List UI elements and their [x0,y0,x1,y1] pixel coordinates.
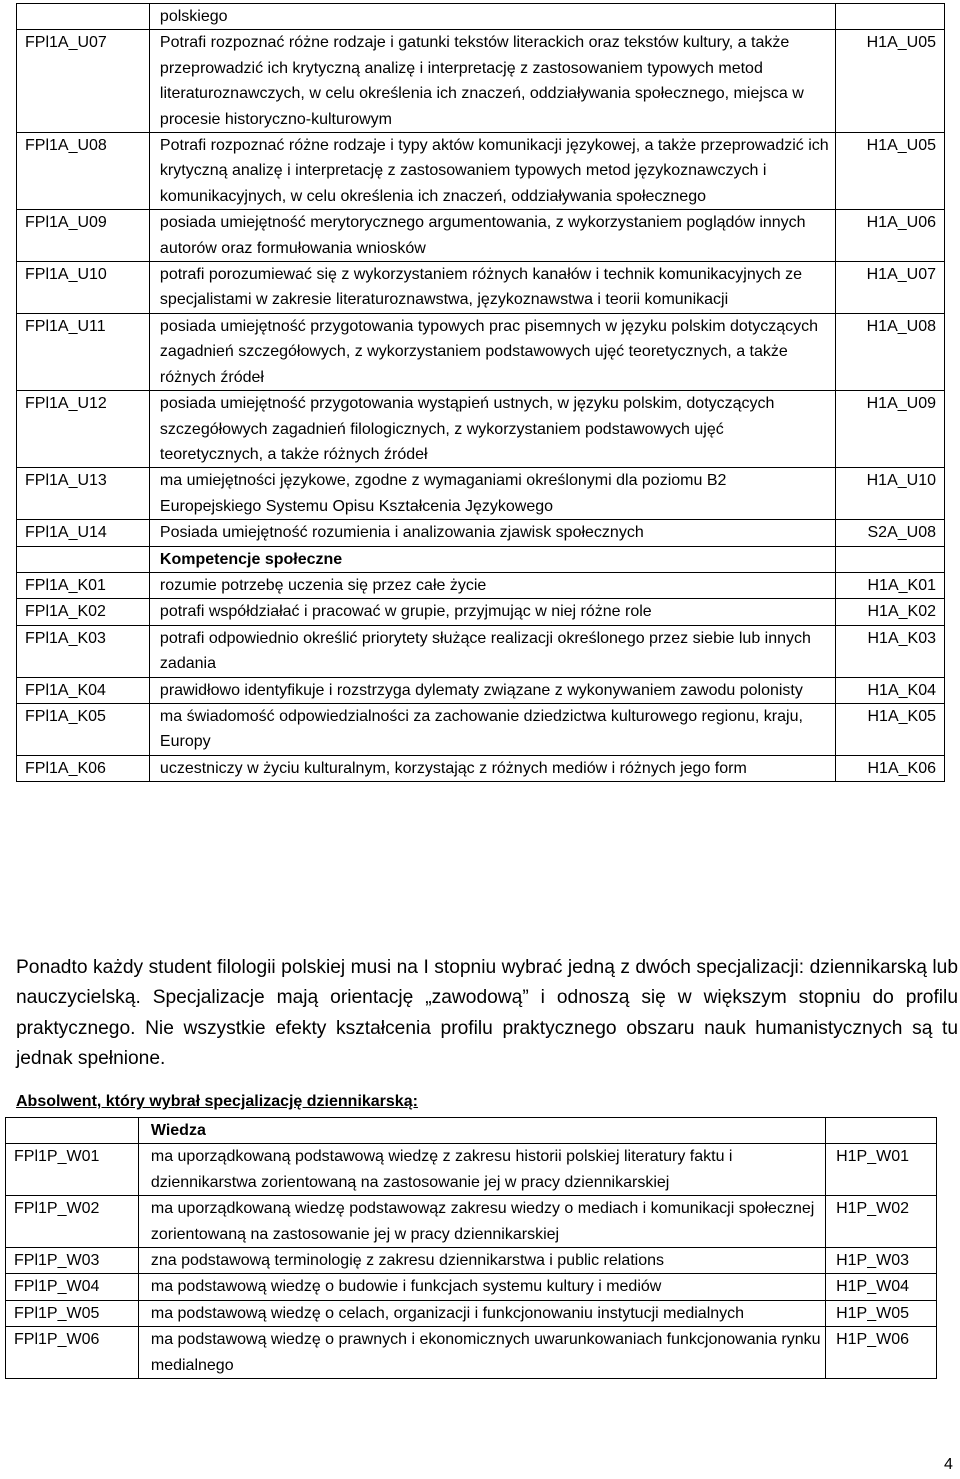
outcome-description: potrafi porozumiewać się z wykorzystaniem różnych kanałów i technik komunikacyjnych ze specjalistami w zakresie literaturoznawstwa, językoznawstwa i teorii komunikacji [149,262,835,314]
table-row [17,755,945,781]
outcome-description: uczestniczy w życiu kulturalnym, korzystając z różnych mediów i różnych jego form [149,755,835,781]
reference-code: H1A_K04 [836,677,945,703]
table-row [17,133,945,210]
outcome-code: FPl1P_W01 [6,1144,139,1196]
reference-code: H1P_W03 [826,1248,937,1274]
table-row [17,677,945,703]
table-row [6,1248,937,1274]
reference-code: H1A_U06 [836,210,945,262]
reference-code: H1P_W02 [826,1196,937,1248]
table-row [17,520,945,546]
outcome-code: FPl1A_K05 [17,703,150,755]
table-row [17,30,945,133]
learning-outcomes-table-2 [5,1117,937,1379]
outcome-description: Potrafi rozpoznać różne rodzaje i typy aktów komunikacji językowej, a także przeprowadzić ich krytyczną analizę i interpretację z zastosowaniem typowych metod językoznawczych i komunikacyjnych, w celu określenia ich znaczeń, oddziaływania społecznego [149,133,835,210]
outcome-description: ma umiejętności językowe, zgodne z wymaganiami określonymi dla poziomu B2 Europejskiego Systemu Opisu Kształcenia Językowego [149,468,835,520]
outcome-code: FPl1A_K04 [17,677,150,703]
outcome-code: FPl1A_K02 [17,599,150,625]
outcome-code: FPl1P_W04 [6,1274,139,1300]
reference-code [836,4,945,30]
outcome-code: FPl1A_U11 [17,313,150,390]
reference-code: H1A_K01 [836,572,945,598]
section-title: Wiedza [138,1118,825,1144]
table-row [17,572,945,598]
outcome-description: ma uporządkowaną wiedzę podstawowąz zakresu wiedzy o mediach i komunikacji społecznej zorientowaną na zastosowanie jej w pracy dziennikarskiej [138,1196,825,1248]
reference-code: S2A_U08 [836,520,945,546]
reference-code: H1A_K06 [836,755,945,781]
reference-code: H1A_K03 [836,625,945,677]
table-row [17,313,945,390]
body-paragraph: Ponadto każdy student filologii polskiej musi na I stopniu wybrać jedną z dwóch specjalizacji: dziennikarską lub nauczycielską. Specjalizacje mają orientację „zawodową” i odnoszą się w większym stopniu do profilu praktycznego. Nie wszystkie efekty kształcenia profilu praktycznego obszaru nauk humanistycznych są tu jednak spełnione. [16,957,958,1069]
table-row [17,210,945,262]
outcome-code: FPl1A_K06 [17,755,150,781]
outcome-code: FPl1A_U07 [17,30,150,133]
empty-cell [826,1118,937,1144]
reference-code: H1P_W01 [826,1144,937,1196]
outcome-description: rozumie potrzebę uczenia się przez całe życie [149,572,835,598]
empty-cell [6,1118,139,1144]
table-row [6,1274,937,1300]
table-row [6,1327,937,1379]
reference-code: H1P_W04 [826,1274,937,1300]
section-row [6,1118,937,1144]
outcome-code: FPl1A_U09 [17,210,150,262]
reference-code: H1P_W05 [826,1300,937,1326]
outcome-code: FPl1A_K03 [17,625,150,677]
table-row [17,468,945,520]
outcome-description: potrafi odpowiednio określić priorytety służące realizacji określonego przez siebie lub innych zadania [149,625,835,677]
outcome-code: FPl1A_U08 [17,133,150,210]
table-row [6,1196,937,1248]
outcome-description: Posiada umiejętność rozumienia i analizowania zjawisk społecznych [149,520,835,546]
outcome-code [17,4,150,30]
empty-cell [836,546,945,572]
reference-code: H1A_U07 [836,262,945,314]
section-heading: Absolwent, który wybrał specjalizację dziennikarską: [16,1093,418,1110]
outcome-code: FPl1P_W02 [6,1196,139,1248]
table-row [17,703,945,755]
outcome-code: FPl1A_K01 [17,572,150,598]
table-row [17,391,945,468]
outcome-description: Potrafi rozpoznać różne rodzaje i gatunki tekstów literackich oraz tekstów kultury, a także przeprowadzić ich krytyczną analizę i interpretację z zastosowaniem typowych metod literaturoznawczych, w celu określenia ich znaczeń, oddziaływania społecznego, miejsca w procesie historyczno-kulturowym [149,30,835,133]
outcome-description: ma uporządkowaną podstawową wiedzę z zakresu historii polskiej literatury faktu i dziennikarstwa zorientowaną na zastosowanie jej w pracy dziennikarskiej [138,1144,825,1196]
outcome-description: polskiego [149,4,835,30]
outcome-code: FPl1A_U14 [17,520,150,546]
outcome-description: posiada umiejętność merytorycznego argumentowania, z wykorzystaniem poglądów innych autorów oraz formułowania wniosków [149,210,835,262]
reference-code: H1A_K05 [836,703,945,755]
reference-code: H1P_W06 [826,1327,937,1379]
outcome-description: ma podstawową wiedzę o celach, organizacji i funkcjonowaniu instytucji medialnych [138,1300,825,1326]
reference-code: H1A_U08 [836,313,945,390]
outcome-code: FPl1P_W03 [6,1248,139,1274]
table-row [6,1144,937,1196]
reference-code: H1A_U05 [836,30,945,133]
section-title: Kompetencje społeczne [149,546,835,572]
outcome-description: posiada umiejętność przygotowania typowych prac pisemnych w języku polskim dotyczących zagadnień szczegółowych, z wykorzystaniem podstawowych ujęć teoretycznych, a także różnych źródeł [149,313,835,390]
reference-code: H1A_U10 [836,468,945,520]
empty-cell [17,546,150,572]
outcome-description: zna podstawową terminologię z zakresu dziennikarstwa i public relations [138,1248,825,1274]
reference-code: H1A_U05 [836,133,945,210]
page-number: 4 [944,1456,953,1473]
reference-code: H1A_K02 [836,599,945,625]
outcome-code: FPl1A_U13 [17,468,150,520]
outcome-description: ma podstawową wiedzę o prawnych i ekonomicznych uwarunkowaniach funkcjonowania rynku medialnego [138,1327,825,1379]
table-row [6,1300,937,1326]
outcome-description: posiada umiejętność przygotowania wystąpień ustnych, w języku polskim, dotyczących szczegółowych zagadnień filologicznych, z wykorzystaniem podstawowych ujęć teoretycznych, a także różnych źródeł [149,391,835,468]
outcome-description: ma świadomość odpowiedzialności za zachowanie dziedzictwa kulturowego regionu, kraju, Europy [149,703,835,755]
outcome-description: potrafi współdziałać i pracować w grupie, przyjmując w niej różne role [149,599,835,625]
table-row [17,599,945,625]
reference-code: H1A_U09 [836,391,945,468]
outcome-code: FPl1A_U12 [17,391,150,468]
section-row [17,546,945,572]
outcome-description: prawidłowo identyfikuje i rozstrzyga dylematy związane z wykonywaniem zawodu polonisty [149,677,835,703]
table-row [17,262,945,314]
outcome-code: FPl1P_W06 [6,1327,139,1379]
learning-outcomes-table-1 [16,3,945,782]
outcome-code: FPl1P_W05 [6,1300,139,1326]
table-row [17,625,945,677]
table-row [17,4,945,30]
outcome-code: FPl1A_U10 [17,262,150,314]
outcome-description: ma podstawową wiedzę o budowie i funkcjach systemu kultury i mediów [138,1274,825,1300]
